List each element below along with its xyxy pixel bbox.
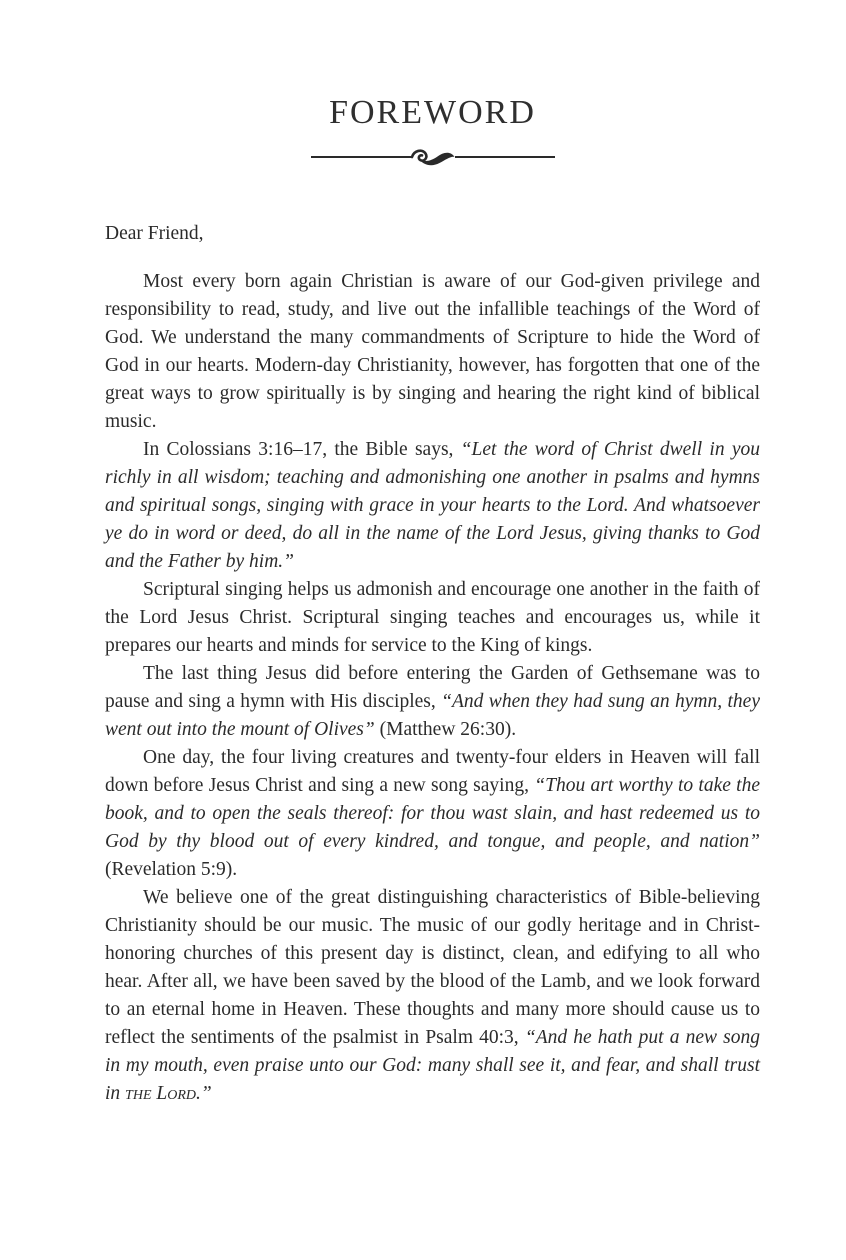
text-segment: (Revelation 5:9). <box>105 859 238 880</box>
text-segment: Most every born again Christian is aware of our God-given privilege and responsibility to read, study, and live out the infallible teachings of the Word of God. We understand the many commandments of Scripture to hide the Word of God in our hearts. Modern-day Christianity, however, has forgotten that one of the great ways to grow spiritually is by singing and hearing the right kind of biblical music. <box>105 271 760 432</box>
title-divider <box>311 146 555 168</box>
foreword-body <box>105 268 760 1108</box>
text-segment: In Colossians 3:16–17, the Bible says, <box>143 439 461 460</box>
text-segment: Scriptural singing helps us admonish and encourage one another in the faith of the Lord Jesus Christ. Scriptural singing teaches and encourages us, while it prepares our hearts and minds for service to the King of kings. <box>105 579 760 656</box>
text-segment: “And he hath put a new song in my mouth, even praise unto our God: many shall see it, and fear, and shall trust in <box>105 1027 760 1104</box>
paragraph <box>105 436 760 576</box>
salutation: Dear Friend, <box>105 223 204 244</box>
text-segment: (Matthew 26:30). <box>374 719 517 740</box>
paragraph <box>105 268 760 436</box>
paragraph <box>105 744 760 884</box>
divider-line-right <box>455 156 555 158</box>
text-segment: “Thou art worthy to take the book, and to open the seals thereof: for thou wast slain, and hast redeemed us to God by thy blood out of every kindred, and tongue, and people, and nation” <box>105 775 760 852</box>
fleuron-ornament-icon <box>411 146 455 168</box>
text-segment: The last thing Jesus did before entering the Garden of Gethsemane was to pause and sing a hymn with His disciples, <box>105 663 760 712</box>
text-segment: the Lord <box>125 1083 196 1104</box>
paragraph <box>105 884 760 1108</box>
text-segment: “And when they had sung an hymn, they went out into the mount of Olives” <box>105 691 760 740</box>
paragraph <box>105 660 760 744</box>
text-segment: .” <box>196 1083 212 1104</box>
text-segment: “Let the word of Christ dwell in you richly in all wisdom; teaching and admonishing one another in psalms and hymns and spiritual songs, singing with grace in your hearts to the Lord. And whatsoever ye do in word or deed, do all in the name of the Lord Jesus, giving thanks to God and the Father by him.” <box>105 439 760 572</box>
paragraph <box>105 576 760 660</box>
text-segment: We believe one of the great distinguishing characteristics of Bible-believing Christianity should be our music. The music of our godly heritage and in Christ-honoring churches of this present day is distinct, clean, and edifying to all who hear. After all, we have been saved by the blood of the Lamb, and we look forward to an eternal home in Heaven. These thoughts and many more should cause us to reflect the sentiments of the psalmist in Psalm 40:3, <box>105 887 760 1048</box>
page-title: FOREWORD <box>329 94 536 131</box>
divider-line-left <box>311 156 411 158</box>
text-segment: One day, the four living creatures and twenty-four elders in Heaven will fall down before Jesus Christ and sing a new song saying, <box>105 747 760 796</box>
